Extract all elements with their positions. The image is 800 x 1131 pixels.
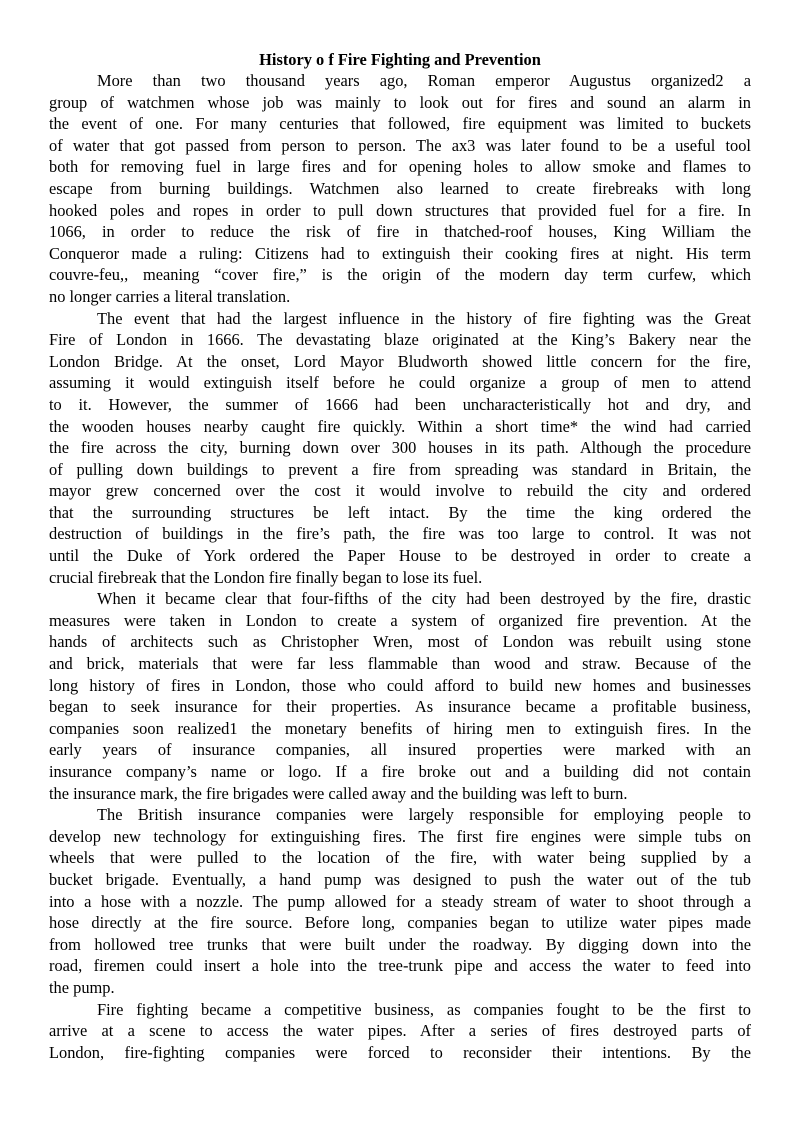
text-line: insurance company’s name or logo. If a fire broke out and a building did not contain	[49, 762, 751, 781]
paragraph	[49, 999, 751, 1064]
text-line: that the surrounding structures be left intact. By the time the king ordered the	[49, 502, 751, 522]
text-line: hose directly at the fire source. Before long, companies began to utilize water pipes made	[49, 913, 751, 933]
text-line: When it became clear that four-fifths of the city had been destroyed by the fire, drastic	[97, 589, 751, 609]
text-line: and brick, materials that were far less flammable than wood and straw. Because of the	[49, 654, 751, 674]
text-line: Fire of London in 1666. The devastating blaze originated at the King’s Bakery near the	[49, 330, 751, 350]
text-line: bucket brigade. Eventually, a hand pump was designed to push the water out of the tub	[49, 869, 751, 889]
text-line: began to seek insurance for their properties. As insurance became a profitable business,	[49, 697, 751, 717]
text-line: crucial firebreak that the London fire finally began to lose its fuel.	[49, 567, 483, 587]
text-line: companies soon realized1 the monetary benefits of hiring men to extinguish fires. In the	[49, 718, 751, 738]
text-line: wheels that were pulled to the location of the fire, with water being supplied by a	[49, 848, 751, 868]
document-title: History o f Fire Fighting and Prevention	[259, 50, 541, 69]
text-line: from hollowed tree trunks that were built under the roadway. By digging down into the	[49, 934, 751, 954]
paragraph	[49, 804, 751, 998]
text-line: no longer carries a literal translation.	[49, 286, 291, 306]
document-body	[49, 70, 751, 1063]
text-line: the insurance mark, the fire brigades were called away and the building was left to burn.	[49, 783, 628, 803]
text-line: The event that had the largest influence in the history of fire fighting was the Great	[97, 308, 751, 328]
text-line: the event of one. For many centuries that followed, fire equipment was limited to buckets	[49, 114, 751, 134]
text-line: of pulling down buildings to prevent a fire from spreading was standard in Britain, the	[49, 459, 751, 479]
text-line: Fire fighting became a competitive business, as companies fought to be the first to	[97, 999, 751, 1019]
text-line: group of watchmen whose job was mainly to look out for fires and sound an alarm in	[49, 92, 751, 112]
text-line: mayor grew concerned over the cost it would involve to rebuild the city and ordered	[49, 481, 751, 501]
text-line: hands of architects such as Christopher Wren, most of London was rebuilt using stone	[49, 632, 751, 652]
text-line: London Bridge. At the onset, Lord Mayor Bludworth showed little concern for the fire,	[49, 351, 751, 371]
text-line: couvre-feu,, meaning “cover fire,” is the origin of the modern day term curfew, which	[49, 265, 751, 285]
text-line: both for removing fuel in large fires and for opening holes to allow smoke and flames to	[49, 157, 751, 177]
text-line: escape from burning buildings. Watchmen also learned to create firebreaks with long	[49, 178, 751, 198]
text-line: the wooden houses nearby caught fire quickly. Within a short time* the wind had carried	[49, 416, 751, 436]
text-line: 1066, in order to reduce the risk of fire in thatched-roof houses, King William the	[49, 222, 751, 242]
text-line: of water that got passed from person to person. The ax3 was later found to be a useful tool	[49, 135, 751, 155]
text-line: arrive at a scene to access the water pipes. After a series of fires destroyed parts of	[49, 1021, 751, 1041]
paragraph	[49, 70, 751, 308]
text-line: develop new technology for extinguishing fires. The first fire engines were simple tubs on	[49, 826, 751, 846]
text-line: measures were taken in London to create a system of organized fire prevention. At the	[49, 610, 751, 630]
text-line: into a hose with a nozzle. The pump allowed for a steady stream of water to shoot through a	[49, 891, 751, 911]
text-line: to it. However, the summer of 1666 had been uncharacteristically hot and dry, and	[49, 394, 751, 414]
text-line: the pump.	[49, 977, 115, 997]
text-line: until the Duke of York ordered the Paper House to be destroyed in order to create a	[49, 546, 751, 566]
paragraph	[49, 308, 751, 589]
text-line: the fire across the city, burning down over 300 houses in its path. Although the procedure	[49, 438, 751, 458]
text-line: long history of fires in London, those who could afford to build new homes and businesses	[49, 675, 751, 695]
text-line: hooked poles and ropes in order to pull down structures that provided fuel for a fire. In	[49, 200, 751, 220]
text-line: Conqueror made a ruling: Citizens had to extinguish their cooking fires at night. His term	[49, 243, 751, 263]
text-line: road, firemen could insert a hole into the tree-trunk pipe and access the water to feed into	[49, 956, 751, 976]
text-line: London, fire-fighting companies were forced to reconsider their intentions. By the	[49, 1042, 751, 1062]
paragraph	[49, 588, 751, 804]
text-line: The British insurance companies were largely responsible for employing people to	[97, 805, 751, 825]
text-line: early years of insurance companies, all insured properties were marked with an	[49, 740, 751, 760]
text-line: More than two thousand years ago, Roman emperor Augustus organized2 a	[97, 71, 751, 90]
text-line: assuming it would extinguish itself before he could organize a group of men to attend	[49, 373, 751, 393]
text-line: destruction of buildings in the fire’s path, the fire was too large to control. It was not	[49, 524, 751, 544]
